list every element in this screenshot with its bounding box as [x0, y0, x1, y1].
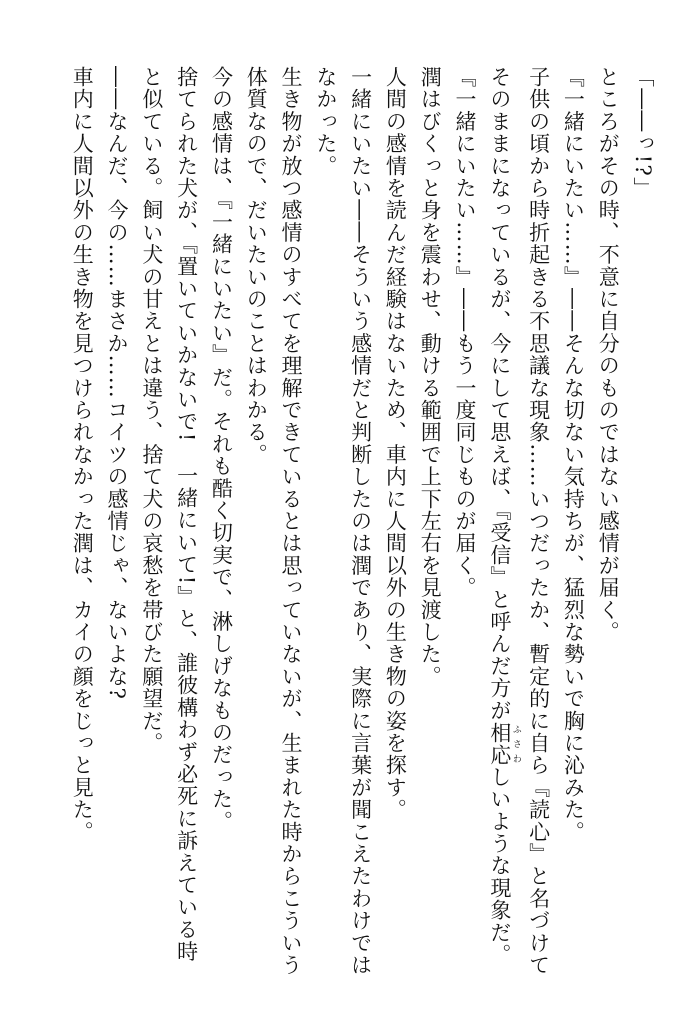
text-line: 潤はびくっと身を震わせ、動ける範囲で上下左右を見渡した。 — [418, 66, 443, 688]
text-line: 車内に人間以外の生き物を見つけられなかった潤は、カイの顔をじっと見た。 — [70, 66, 95, 843]
text-line — [482, 66, 521, 986]
text-line: ――なんだ、今の……まさか……コイツの感情じゃ、ないよな? — [105, 66, 130, 701]
ruby-word — [487, 721, 521, 766]
text-line: 『一緒にいたい……』――もう一度同じものが届く。 — [453, 66, 478, 599]
text-line: 一緒にいたい――そういう感情だと判断したのは潤であり、実際に言葉が聞こえたわけでは — [348, 66, 373, 977]
text-line: 「――っ!?」 — [631, 66, 655, 200]
text-line: 捨てられた犬が、『置いていかないで! 一緒にいて!』と、誰彼構わず必死に訴えている時 — [174, 66, 199, 963]
line-segment: しいような現象だ。 — [487, 765, 512, 966]
ruby-reading: ふさわ — [510, 721, 521, 766]
text-line: ところがその時、不意に自分のものではない感情が届く。 — [596, 66, 621, 644]
ruby-base: 相応 — [487, 721, 512, 766]
text-line: 子供の頃から時折起きる不思議な現象……いつだったか、暫定的に自ら『読心』と名づけて — [526, 66, 551, 977]
line-segment: そのままになっているが、今にして思えば、『受信』と呼んだ方が — [487, 66, 512, 722]
text-line: と似ている。飼い犬の甘えとは違う、捨て犬の哀愁を帯びた願望だ。 — [139, 66, 164, 755]
text-line: なかった。 — [313, 66, 338, 177]
text-line: 人間の感情を読んだ経験はないため、車内に人間以外の生き物の姿を探す。 — [383, 66, 408, 821]
vertical-text-body — [30, 66, 660, 986]
text-line: 『一緒にいたい……』――そんな切ない気持ちが、猛烈な勢いで胸に沁みた。 — [561, 66, 586, 843]
text-line: 生き物が放つ感情のすべてを理解できているとは思っていないが、生まれた時からこういう — [279, 66, 304, 977]
text-line: 今の感情は、『一緒にいたい』だ。それも酷く切実で、淋しげなものだった。 — [209, 66, 234, 833]
text-line: 体質なので、だいたいのことはわかる。 — [244, 66, 269, 466]
